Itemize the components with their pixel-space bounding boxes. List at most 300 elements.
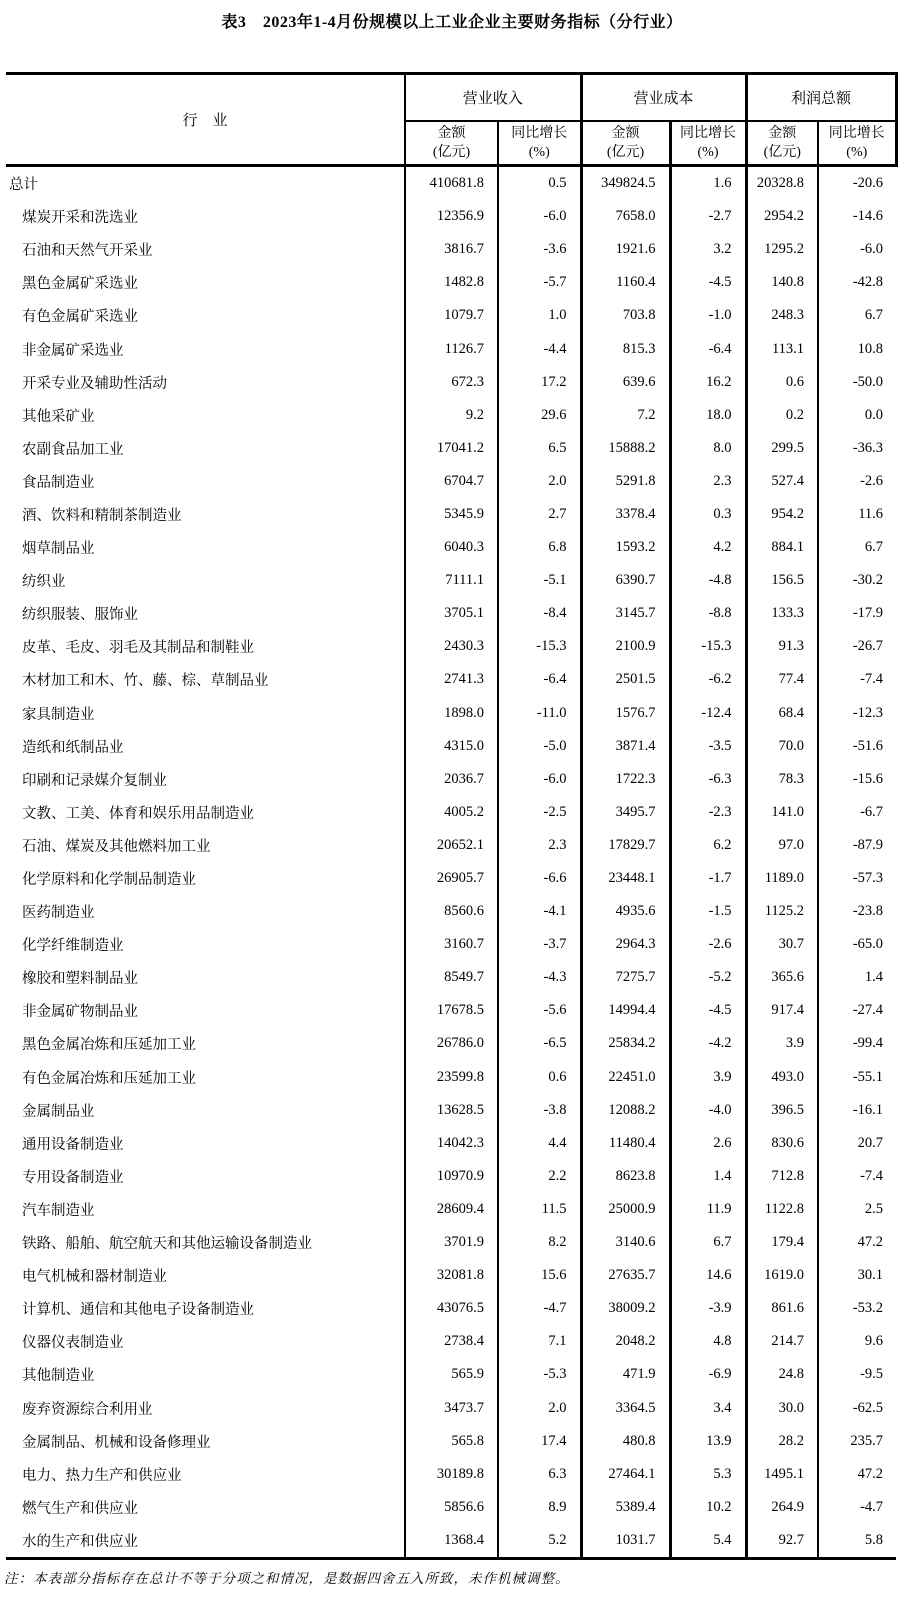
- subheader-unit: (%): [528, 145, 550, 160]
- value-cell: 23448.1: [581, 862, 670, 895]
- value-cell: 1189.0: [746, 862, 818, 895]
- value-cell: 26905.7: [405, 862, 498, 895]
- value-cell: 17.4: [498, 1425, 581, 1458]
- value-cell: -4.2: [670, 1027, 746, 1060]
- table-row: [6, 299, 896, 332]
- value-cell: 3378.4: [581, 498, 670, 531]
- industry-label: 专用设备制造业: [22, 1169, 124, 1186]
- value-cell: 23599.8: [405, 1061, 498, 1094]
- table-row: [6, 895, 896, 928]
- value-cell: 7111.1: [405, 564, 498, 597]
- group-header-profit: 利润总额: [746, 74, 896, 122]
- table-row: [6, 1061, 896, 1094]
- value-cell: -3.9: [670, 1292, 746, 1325]
- value-cell: -5.1: [498, 564, 581, 597]
- value-cell: 703.8: [581, 299, 670, 332]
- industry-label: 文教、工美、体育和娱乐用品制造业: [22, 805, 254, 822]
- value-cell: 2.2: [498, 1160, 581, 1193]
- industry-label: 仪器仪表制造业: [22, 1335, 124, 1352]
- table-row: [6, 1193, 896, 1226]
- industry-label: 烟草制品业: [22, 541, 95, 558]
- value-cell: 3160.7: [405, 928, 498, 961]
- value-cell: 27635.7: [581, 1259, 670, 1292]
- value-cell: -53.2: [818, 1292, 896, 1325]
- value-cell: 0.0: [818, 399, 896, 432]
- value-cell: -1.0: [670, 299, 746, 332]
- value-cell: 1295.2: [746, 233, 818, 266]
- value-cell: 4.2: [670, 531, 746, 564]
- value-cell: -55.1: [818, 1061, 896, 1094]
- value-cell: -6.4: [670, 332, 746, 365]
- group-header-cost: 营业成本: [581, 74, 746, 122]
- value-cell: 349824.5: [581, 166, 670, 201]
- value-cell: -4.8: [670, 564, 746, 597]
- value-cell: -65.0: [818, 928, 896, 961]
- industry-label: 黑色金属矿采选业: [22, 276, 138, 293]
- value-cell: 14994.4: [581, 994, 670, 1027]
- value-cell: 13.9: [670, 1425, 746, 1458]
- group-header-row: [6, 74, 896, 122]
- table-row: [6, 796, 896, 829]
- subheader-unit: (%): [697, 145, 719, 160]
- value-cell: -6.2: [670, 663, 746, 696]
- value-cell: -4.7: [498, 1292, 581, 1325]
- value-cell: 5.4: [670, 1524, 746, 1559]
- value-cell: 264.9: [746, 1491, 818, 1524]
- value-cell: -23.8: [818, 895, 896, 928]
- value-cell: -11.0: [498, 697, 581, 730]
- value-cell: -1.5: [670, 895, 746, 928]
- value-cell: 28.2: [746, 1425, 818, 1458]
- value-cell: -6.7: [818, 796, 896, 829]
- table-row: [6, 266, 896, 299]
- table-row: [6, 1425, 896, 1458]
- value-cell: 17678.5: [405, 994, 498, 1027]
- value-cell: -99.4: [818, 1027, 896, 1060]
- value-cell: 8549.7: [405, 961, 498, 994]
- value-cell: -6.6: [498, 862, 581, 895]
- value-cell: 1079.7: [405, 299, 498, 332]
- value-cell: -8.4: [498, 597, 581, 630]
- value-cell: 8.2: [498, 1226, 581, 1259]
- value-cell: 0.2: [746, 399, 818, 432]
- value-cell: 2.0: [498, 465, 581, 498]
- subheader-cost-amount: [581, 121, 670, 166]
- value-cell: 5389.4: [581, 1491, 670, 1524]
- industry-label: 纺织服装、服饰业: [22, 607, 138, 624]
- industry-label: 印刷和记录媒介复制业: [22, 772, 167, 789]
- value-cell: 15888.2: [581, 432, 670, 465]
- value-cell: 565.8: [405, 1425, 498, 1458]
- value-cell: 91.3: [746, 630, 818, 663]
- value-cell: 214.7: [746, 1325, 818, 1358]
- subheader-unit: (亿元): [763, 145, 801, 160]
- value-cell: 1495.1: [746, 1458, 818, 1491]
- subheader-cost-growth: [670, 121, 746, 166]
- value-cell: 5.2: [498, 1524, 581, 1559]
- value-cell: -12.3: [818, 697, 896, 730]
- value-cell: 917.4: [746, 994, 818, 1027]
- industry-label: 铁路、船舶、航空航天和其他运输设备制造业: [22, 1236, 312, 1253]
- value-cell: -4.1: [498, 895, 581, 928]
- value-cell: 0.3: [670, 498, 746, 531]
- table-body: [6, 166, 896, 1559]
- value-cell: 5.8: [818, 1524, 896, 1559]
- value-cell: 493.0: [746, 1061, 818, 1094]
- value-cell: 6.7: [818, 299, 896, 332]
- value-cell: 1722.3: [581, 763, 670, 796]
- subheader-unit: (亿元): [606, 145, 645, 160]
- value-cell: 1125.2: [746, 895, 818, 928]
- value-cell: 2100.9: [581, 630, 670, 663]
- industry-column-header: 行 业: [6, 74, 405, 166]
- value-cell: 30.1: [818, 1259, 896, 1292]
- table-row: [6, 465, 896, 498]
- table-row: [6, 1458, 896, 1491]
- value-cell: 1160.4: [581, 266, 670, 299]
- value-cell: -6.9: [670, 1358, 746, 1391]
- industry-label: 木材加工和木、竹、藤、棕、草制品业: [22, 673, 269, 690]
- industry-label: 家具制造业: [22, 706, 95, 723]
- subheader-unit: (亿元): [432, 145, 471, 160]
- value-cell: -4.0: [670, 1094, 746, 1127]
- value-cell: -15.6: [818, 763, 896, 796]
- value-cell: 0.6: [746, 366, 818, 399]
- industry-label: 黑色金属冶炼和压延加工业: [22, 1037, 196, 1054]
- table-row: [6, 1524, 896, 1559]
- value-cell: 8623.8: [581, 1160, 670, 1193]
- value-cell: 410681.8: [405, 166, 498, 201]
- value-cell: 32081.8: [405, 1259, 498, 1292]
- table-row: [6, 1226, 896, 1259]
- group-header-revenue: 营业收入: [405, 74, 581, 122]
- subheader-label: 金额: [437, 126, 466, 141]
- value-cell: 28609.4: [405, 1193, 498, 1226]
- value-cell: 3.9: [670, 1061, 746, 1094]
- industry-label: 化学纤维制造业: [22, 938, 124, 955]
- table-row: [6, 763, 896, 796]
- value-cell: 2741.3: [405, 663, 498, 696]
- value-cell: 78.3: [746, 763, 818, 796]
- industry-label: 金属制品业: [22, 1103, 95, 1120]
- industry-label: 其他制造业: [22, 1368, 95, 1385]
- value-cell: -51.6: [818, 730, 896, 763]
- value-cell: 15.6: [498, 1259, 581, 1292]
- value-cell: -4.3: [498, 961, 581, 994]
- subheader-label: 同比增长: [828, 126, 885, 141]
- value-cell: 830.6: [746, 1127, 818, 1160]
- subheader-unit: (%): [846, 145, 868, 160]
- industry-label: 水的生产和供应业: [22, 1533, 138, 1550]
- value-cell: 179.4: [746, 1226, 818, 1259]
- table-row: [6, 1491, 896, 1524]
- value-cell: 4.8: [670, 1325, 746, 1358]
- value-cell: 6.8: [498, 531, 581, 564]
- value-cell: 396.5: [746, 1094, 818, 1127]
- value-cell: 68.4: [746, 697, 818, 730]
- value-cell: 1126.7: [405, 332, 498, 365]
- value-cell: 299.5: [746, 432, 818, 465]
- value-cell: 4935.6: [581, 895, 670, 928]
- value-cell: -1.7: [670, 862, 746, 895]
- value-cell: -30.2: [818, 564, 896, 597]
- value-cell: -3.6: [498, 233, 581, 266]
- industry-label: 金属制品、机械和设备修理业: [22, 1434, 211, 1451]
- value-cell: 235.7: [818, 1425, 896, 1458]
- value-cell: -27.4: [818, 994, 896, 1027]
- industry-label: 有色金属矿采选业: [22, 309, 138, 326]
- industry-label: 医药制造业: [22, 905, 95, 922]
- value-cell: 8.9: [498, 1491, 581, 1524]
- value-cell: 13628.5: [405, 1094, 498, 1127]
- value-cell: -14.6: [818, 200, 896, 233]
- value-cell: 97.0: [746, 829, 818, 862]
- industry-label: 酒、饮料和精制茶制造业: [22, 507, 182, 524]
- value-cell: -50.0: [818, 366, 896, 399]
- value-cell: 4005.2: [405, 796, 498, 829]
- value-cell: -4.7: [818, 1491, 896, 1524]
- value-cell: 2501.5: [581, 663, 670, 696]
- value-cell: 954.2: [746, 498, 818, 531]
- table-row: [6, 663, 896, 696]
- value-cell: 2048.2: [581, 1325, 670, 1358]
- value-cell: -7.4: [818, 663, 896, 696]
- value-cell: 1482.8: [405, 266, 498, 299]
- value-cell: 6.7: [670, 1226, 746, 1259]
- value-cell: 6.3: [498, 1458, 581, 1491]
- value-cell: 2036.7: [405, 763, 498, 796]
- value-cell: -2.5: [498, 796, 581, 829]
- table-row: [6, 597, 896, 630]
- value-cell: 1593.2: [581, 531, 670, 564]
- subheader-revenue-amount: [405, 121, 498, 166]
- table-row: [6, 1391, 896, 1424]
- value-cell: 3705.1: [405, 597, 498, 630]
- value-cell: 8560.6: [405, 895, 498, 928]
- value-cell: -16.1: [818, 1094, 896, 1127]
- value-cell: 527.4: [746, 465, 818, 498]
- subheader-revenue-growth: [498, 121, 581, 166]
- value-cell: -57.3: [818, 862, 896, 895]
- industry-label: 造纸和纸制品业: [22, 739, 124, 756]
- value-cell: 156.5: [746, 564, 818, 597]
- value-cell: -7.4: [818, 1160, 896, 1193]
- value-cell: 2.3: [670, 465, 746, 498]
- value-cell: 20.7: [818, 1127, 896, 1160]
- value-cell: -4.5: [670, 994, 746, 1027]
- value-cell: -6.0: [818, 233, 896, 266]
- value-cell: -2.6: [818, 465, 896, 498]
- value-cell: 3473.7: [405, 1391, 498, 1424]
- page-title: 表3 2023年1-4月份规模以上工业企业主要财务指标（分行业）: [221, 14, 683, 31]
- value-cell: 30.7: [746, 928, 818, 961]
- subheader-label: 金额: [611, 126, 640, 141]
- value-cell: 2.3: [498, 829, 581, 862]
- value-cell: 10.8: [818, 332, 896, 365]
- value-cell: 77.4: [746, 663, 818, 696]
- table-row: [6, 1292, 896, 1325]
- value-cell: 24.8: [746, 1358, 818, 1391]
- value-cell: 11.5: [498, 1193, 581, 1226]
- value-cell: -15.3: [670, 630, 746, 663]
- value-cell: 12356.9: [405, 200, 498, 233]
- value-cell: 4.4: [498, 1127, 581, 1160]
- value-cell: 3.9: [746, 1027, 818, 1060]
- table-row: [6, 564, 896, 597]
- subheader-label: 同比增长: [680, 126, 737, 141]
- table-row: [6, 961, 896, 994]
- value-cell: -4.5: [670, 266, 746, 299]
- value-cell: 6.2: [670, 829, 746, 862]
- table-row: [6, 1259, 896, 1292]
- industry-label: 食品制造业: [22, 474, 95, 491]
- value-cell: -42.8: [818, 266, 896, 299]
- table-row: [6, 829, 896, 862]
- value-cell: 25000.9: [581, 1193, 670, 1226]
- value-cell: 8.0: [670, 432, 746, 465]
- table-row: [6, 1127, 896, 1160]
- value-cell: 565.9: [405, 1358, 498, 1391]
- value-cell: 43076.5: [405, 1292, 498, 1325]
- value-cell: 2430.3: [405, 630, 498, 663]
- industry-label: 燃气生产和供应业: [22, 1500, 138, 1517]
- value-cell: 47.2: [818, 1458, 896, 1491]
- value-cell: 6704.7: [405, 465, 498, 498]
- value-cell: 29.6: [498, 399, 581, 432]
- value-cell: 1122.8: [746, 1193, 818, 1226]
- value-cell: -5.6: [498, 994, 581, 1027]
- value-cell: 2.0: [498, 1391, 581, 1424]
- value-cell: -26.7: [818, 630, 896, 663]
- value-cell: -20.6: [818, 166, 896, 201]
- value-cell: -5.7: [498, 266, 581, 299]
- value-cell: 18.0: [670, 399, 746, 432]
- value-cell: 10970.9: [405, 1160, 498, 1193]
- table-row: [6, 697, 896, 730]
- value-cell: 6.7: [818, 531, 896, 564]
- industry-label: 皮革、毛皮、羽毛及其制品和制鞋业: [22, 640, 254, 657]
- value-cell: 133.3: [746, 597, 818, 630]
- value-cell: 11480.4: [581, 1127, 670, 1160]
- table-row: [6, 399, 896, 432]
- industry-label: 非金属矿物制品业: [22, 1004, 138, 1021]
- value-cell: 6040.3: [405, 531, 498, 564]
- value-cell: 27464.1: [581, 1458, 670, 1491]
- table-header: [6, 74, 896, 166]
- value-cell: 3140.6: [581, 1226, 670, 1259]
- value-cell: 1921.6: [581, 233, 670, 266]
- value-cell: 5345.9: [405, 498, 498, 531]
- industry-label: 计算机、通信和其他电子设备制造业: [22, 1302, 254, 1319]
- industry-label: 纺织业: [22, 574, 66, 591]
- value-cell: 47.2: [818, 1226, 896, 1259]
- value-cell: 861.6: [746, 1292, 818, 1325]
- value-cell: -36.3: [818, 432, 896, 465]
- value-cell: 3.4: [670, 1391, 746, 1424]
- value-cell: 1619.0: [746, 1259, 818, 1292]
- value-cell: 672.3: [405, 366, 498, 399]
- value-cell: 4315.0: [405, 730, 498, 763]
- industry-label: 总计: [9, 177, 38, 194]
- value-cell: 11.6: [818, 498, 896, 531]
- value-cell: 38009.2: [581, 1292, 670, 1325]
- value-cell: 20652.1: [405, 829, 498, 862]
- value-cell: 3871.4: [581, 730, 670, 763]
- value-cell: 3364.5: [581, 1391, 670, 1424]
- value-cell: 1368.4: [405, 1524, 498, 1559]
- value-cell: -87.9: [818, 829, 896, 862]
- value-cell: 14042.3: [405, 1127, 498, 1160]
- industry-label: 有色金属冶炼和压延加工业: [22, 1070, 196, 1087]
- value-cell: 884.1: [746, 531, 818, 564]
- subheader-label: 金额: [768, 126, 797, 141]
- value-cell: 1.0: [498, 299, 581, 332]
- value-cell: 1576.7: [581, 697, 670, 730]
- value-cell: 480.8: [581, 1425, 670, 1458]
- value-cell: 26786.0: [405, 1027, 498, 1060]
- value-cell: 92.7: [746, 1524, 818, 1559]
- value-cell: 0.5: [498, 166, 581, 201]
- table-row: [6, 1358, 896, 1391]
- value-cell: 6390.7: [581, 564, 670, 597]
- value-cell: 25834.2: [581, 1027, 670, 1060]
- industry-label: 开采专业及辅助性活动: [22, 375, 167, 392]
- value-cell: -3.8: [498, 1094, 581, 1127]
- value-cell: -3.5: [670, 730, 746, 763]
- value-cell: 140.8: [746, 266, 818, 299]
- table-row: [6, 630, 896, 663]
- value-cell: 1031.7: [581, 1524, 670, 1559]
- table-row: [6, 166, 896, 201]
- value-cell: 30.0: [746, 1391, 818, 1424]
- table-note: 注：本表部分指标存在总计不等于分项之和情况，是数据四舍五入所致，未作机械调整。: [4, 1570, 570, 1586]
- industry-label: 汽车制造业: [22, 1202, 95, 1219]
- subheader-profit-growth: [818, 121, 896, 166]
- industry-label: 废弃资源综合利用业: [22, 1401, 153, 1418]
- value-cell: 0.6: [498, 1061, 581, 1094]
- industry-label: 电力、热力生产和供应业: [22, 1467, 182, 1484]
- industry-label: 非金属矿采选业: [22, 342, 124, 359]
- value-cell: 7658.0: [581, 200, 670, 233]
- industry-label: 煤炭开采和洗选业: [22, 210, 138, 227]
- value-cell: 2.6: [670, 1127, 746, 1160]
- value-cell: -6.5: [498, 1027, 581, 1060]
- value-cell: -9.5: [818, 1358, 896, 1391]
- value-cell: 1.4: [818, 961, 896, 994]
- value-cell: 3701.9: [405, 1226, 498, 1259]
- value-cell: 2.7: [498, 498, 581, 531]
- industry-label: 其他采矿业: [22, 408, 95, 425]
- value-cell: -62.5: [818, 1391, 896, 1424]
- value-cell: -6.0: [498, 200, 581, 233]
- value-cell: 16.2: [670, 366, 746, 399]
- value-cell: 7.1: [498, 1325, 581, 1358]
- value-cell: -5.0: [498, 730, 581, 763]
- value-cell: 712.8: [746, 1160, 818, 1193]
- value-cell: 7.2: [581, 399, 670, 432]
- value-cell: 3.2: [670, 233, 746, 266]
- value-cell: -5.3: [498, 1358, 581, 1391]
- value-cell: 17.2: [498, 366, 581, 399]
- value-cell: 12088.2: [581, 1094, 670, 1127]
- table-row: [6, 366, 896, 399]
- value-cell: 639.6: [581, 366, 670, 399]
- value-cell: 5856.6: [405, 1491, 498, 1524]
- value-cell: 10.2: [670, 1491, 746, 1524]
- value-cell: -8.8: [670, 597, 746, 630]
- value-cell: 2.5: [818, 1193, 896, 1226]
- industry-label: 橡胶和塑料制品业: [22, 971, 138, 988]
